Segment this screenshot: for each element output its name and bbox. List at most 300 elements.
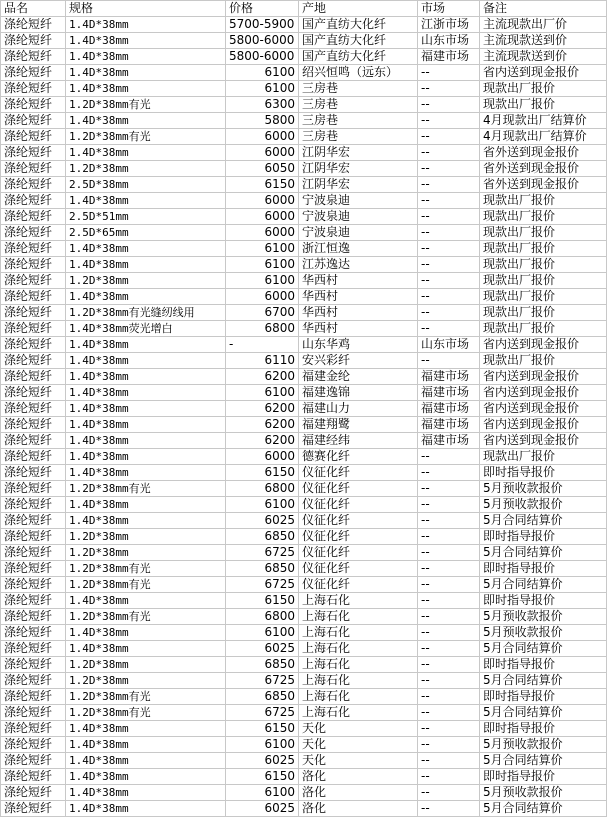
cell-note[interactable]: 即时指导报价 bbox=[480, 721, 607, 737]
cell-name[interactable]: 涤纶短纤 bbox=[1, 193, 66, 209]
cell-origin[interactable]: 国产直纺大化纤 bbox=[299, 49, 418, 65]
cell-market[interactable]: -- bbox=[418, 241, 480, 257]
cell-origin[interactable]: 仪征化纤 bbox=[299, 577, 418, 593]
cell-spec[interactable]: 1.2D*38mm有光缝纫线用 bbox=[66, 305, 226, 321]
cell-origin[interactable]: 天化 bbox=[299, 737, 418, 753]
cell-name[interactable]: 涤纶短纤 bbox=[1, 433, 66, 449]
cell-market[interactable]: -- bbox=[418, 65, 480, 81]
cell-origin[interactable]: 仪征化纤 bbox=[299, 513, 418, 529]
cell-spec[interactable]: 1.2D*38mm有光 bbox=[66, 129, 226, 145]
cell-note[interactable]: 即时指导报价 bbox=[480, 529, 607, 545]
cell-spec[interactable]: 1.4D*38mm bbox=[66, 113, 226, 129]
cell-market[interactable]: 山东市场 bbox=[418, 337, 480, 353]
cell-origin[interactable]: 三房巷 bbox=[299, 97, 418, 113]
cell-market[interactable]: -- bbox=[418, 225, 480, 241]
cell-name[interactable]: 涤纶短纤 bbox=[1, 609, 66, 625]
cell-origin[interactable]: 宁波泉迪 bbox=[299, 225, 418, 241]
cell-note[interactable]: 省内送到现金报价 bbox=[480, 369, 607, 385]
cell-spec[interactable]: 1.4D*38mm bbox=[66, 17, 226, 33]
cell-origin[interactable]: 上海石化 bbox=[299, 641, 418, 657]
cell-price[interactable]: 6100 bbox=[226, 273, 299, 289]
cell-price[interactable]: 6725 bbox=[226, 545, 299, 561]
cell-name[interactable]: 涤纶短纤 bbox=[1, 369, 66, 385]
cell-spec[interactable]: 1.2D*38mm有光 bbox=[66, 577, 226, 593]
cell-name[interactable]: 涤纶短纤 bbox=[1, 321, 66, 337]
cell-name[interactable]: 涤纶短纤 bbox=[1, 737, 66, 753]
cell-origin[interactable]: 山东华鸡 bbox=[299, 337, 418, 353]
cell-price[interactable]: 6100 bbox=[226, 65, 299, 81]
cell-spec[interactable]: 1.4D*38mm bbox=[66, 641, 226, 657]
cell-origin[interactable]: 仪征化纤 bbox=[299, 497, 418, 513]
cell-market[interactable]: -- bbox=[418, 353, 480, 369]
cell-origin[interactable]: 浙江恒逸 bbox=[299, 241, 418, 257]
cell-price[interactable]: - bbox=[226, 337, 299, 353]
cell-price[interactable]: 6025 bbox=[226, 641, 299, 657]
cell-spec[interactable]: 1.4D*38mm bbox=[66, 433, 226, 449]
cell-name[interactable]: 涤纶短纤 bbox=[1, 145, 66, 161]
cell-price[interactable]: 6150 bbox=[226, 593, 299, 609]
cell-note[interactable]: 5月合同结算价 bbox=[480, 641, 607, 657]
cell-spec[interactable]: 1.2D*38mm有光 bbox=[66, 609, 226, 625]
cell-spec[interactable]: 1.4D*38mm bbox=[66, 289, 226, 305]
cell-spec[interactable]: 1.4D*38mm bbox=[66, 593, 226, 609]
cell-spec[interactable]: 1.2D*38mm bbox=[66, 273, 226, 289]
cell-price[interactable]: 6200 bbox=[226, 401, 299, 417]
cell-price[interactable]: 6725 bbox=[226, 705, 299, 721]
cell-origin[interactable]: 江阴华宏 bbox=[299, 161, 418, 177]
cell-spec[interactable]: 1.4D*38mm bbox=[66, 353, 226, 369]
cell-price[interactable]: 6850 bbox=[226, 529, 299, 545]
cell-market[interactable]: -- bbox=[418, 305, 480, 321]
cell-spec[interactable]: 1.4D*38mm bbox=[66, 769, 226, 785]
cell-name[interactable]: 涤纶短纤 bbox=[1, 417, 66, 433]
header-cell-origin[interactable]: 产地 bbox=[299, 1, 418, 17]
cell-spec[interactable]: 1.4D*38mm bbox=[66, 753, 226, 769]
cell-name[interactable]: 涤纶短纤 bbox=[1, 593, 66, 609]
cell-spec[interactable]: 1.4D*38mm bbox=[66, 49, 226, 65]
cell-spec[interactable]: 1.4D*38mm bbox=[66, 417, 226, 433]
cell-price[interactable]: 6050 bbox=[226, 161, 299, 177]
cell-market[interactable]: 福建市场 bbox=[418, 417, 480, 433]
cell-price[interactable]: 6725 bbox=[226, 673, 299, 689]
cell-market[interactable]: -- bbox=[418, 81, 480, 97]
cell-spec[interactable]: 1.4D*38mm bbox=[66, 385, 226, 401]
cell-spec[interactable]: 2.5D*65mm bbox=[66, 225, 226, 241]
cell-note[interactable]: 5月预收款报价 bbox=[480, 497, 607, 513]
cell-spec[interactable]: 1.4D*38mm bbox=[66, 497, 226, 513]
cell-spec[interactable]: 1.4D*38mm荧光增白 bbox=[66, 321, 226, 337]
cell-origin[interactable]: 三房巷 bbox=[299, 81, 418, 97]
cell-origin[interactable]: 江苏逸达 bbox=[299, 257, 418, 273]
cell-note[interactable]: 现款出厂报价 bbox=[480, 97, 607, 113]
cell-market[interactable]: -- bbox=[418, 289, 480, 305]
cell-market[interactable]: 福建市场 bbox=[418, 385, 480, 401]
cell-price[interactable]: 6850 bbox=[226, 689, 299, 705]
cell-name[interactable]: 涤纶短纤 bbox=[1, 785, 66, 801]
cell-note[interactable]: 5月合同结算价 bbox=[480, 513, 607, 529]
cell-note[interactable]: 主流现款出厂价 bbox=[480, 17, 607, 33]
cell-origin[interactable]: 华西村 bbox=[299, 305, 418, 321]
cell-origin[interactable]: 江阴华宏 bbox=[299, 177, 418, 193]
cell-origin[interactable]: 国产直纺大化纤 bbox=[299, 33, 418, 49]
cell-origin[interactable]: 仪征化纤 bbox=[299, 529, 418, 545]
cell-origin[interactable]: 华西村 bbox=[299, 273, 418, 289]
cell-note[interactable]: 5月合同结算价 bbox=[480, 577, 607, 593]
cell-market[interactable]: -- bbox=[418, 449, 480, 465]
cell-name[interactable]: 涤纶短纤 bbox=[1, 33, 66, 49]
cell-name[interactable]: 涤纶短纤 bbox=[1, 257, 66, 273]
cell-name[interactable]: 涤纶短纤 bbox=[1, 449, 66, 465]
cell-market[interactable]: 江浙市场 bbox=[418, 17, 480, 33]
cell-market[interactable]: -- bbox=[418, 801, 480, 817]
cell-note[interactable]: 省外送到现金报价 bbox=[480, 145, 607, 161]
cell-price[interactable]: 6300 bbox=[226, 97, 299, 113]
cell-name[interactable]: 涤纶短纤 bbox=[1, 513, 66, 529]
cell-price[interactable]: 6725 bbox=[226, 577, 299, 593]
cell-note[interactable]: 现款出厂报价 bbox=[480, 257, 607, 273]
cell-price[interactable]: 6000 bbox=[226, 449, 299, 465]
cell-name[interactable]: 涤纶短纤 bbox=[1, 657, 66, 673]
cell-origin[interactable]: 福建金纶 bbox=[299, 369, 418, 385]
cell-note[interactable]: 即时指导报价 bbox=[480, 657, 607, 673]
cell-origin[interactable]: 三房巷 bbox=[299, 113, 418, 129]
cell-price[interactable]: 5700-5900 bbox=[226, 17, 299, 33]
cell-note[interactable]: 现款出厂报价 bbox=[480, 353, 607, 369]
cell-origin[interactable]: 洛化 bbox=[299, 785, 418, 801]
cell-market[interactable]: -- bbox=[418, 721, 480, 737]
cell-market[interactable]: -- bbox=[418, 689, 480, 705]
cell-market[interactable]: -- bbox=[418, 257, 480, 273]
cell-price[interactable]: 6850 bbox=[226, 561, 299, 577]
cell-spec[interactable]: 1.4D*38mm bbox=[66, 401, 226, 417]
cell-name[interactable]: 涤纶短纤 bbox=[1, 529, 66, 545]
cell-price[interactable]: 5800-6000 bbox=[226, 49, 299, 65]
cell-name[interactable]: 涤纶短纤 bbox=[1, 305, 66, 321]
cell-note[interactable]: 5月合同结算价 bbox=[480, 753, 607, 769]
cell-market[interactable]: -- bbox=[418, 753, 480, 769]
cell-price[interactable]: 6800 bbox=[226, 321, 299, 337]
cell-price[interactable]: 6000 bbox=[226, 225, 299, 241]
cell-note[interactable]: 现款出厂报价 bbox=[480, 305, 607, 321]
cell-market[interactable]: 福建市场 bbox=[418, 433, 480, 449]
cell-spec[interactable]: 1.2D*38mm有光 bbox=[66, 689, 226, 705]
cell-market[interactable]: -- bbox=[418, 657, 480, 673]
cell-price[interactable]: 6700 bbox=[226, 305, 299, 321]
cell-market[interactable]: -- bbox=[418, 209, 480, 225]
cell-price[interactable]: 6025 bbox=[226, 513, 299, 529]
cell-origin[interactable]: 德赛化纤 bbox=[299, 449, 418, 465]
cell-price[interactable]: 6100 bbox=[226, 737, 299, 753]
cell-name[interactable]: 涤纶短纤 bbox=[1, 113, 66, 129]
cell-origin[interactable]: 三房巷 bbox=[299, 129, 418, 145]
cell-origin[interactable]: 国产直纺大化纤 bbox=[299, 17, 418, 33]
cell-note[interactable]: 现款出厂报价 bbox=[480, 273, 607, 289]
cell-name[interactable]: 涤纶短纤 bbox=[1, 289, 66, 305]
cell-market[interactable]: -- bbox=[418, 641, 480, 657]
cell-name[interactable]: 涤纶短纤 bbox=[1, 577, 66, 593]
cell-note[interactable]: 省外送到现金报价 bbox=[480, 161, 607, 177]
cell-spec[interactable]: 1.2D*38mm有光 bbox=[66, 97, 226, 113]
cell-price[interactable]: 6000 bbox=[226, 129, 299, 145]
cell-note[interactable]: 省内送到现金报价 bbox=[480, 385, 607, 401]
cell-spec[interactable]: 1.4D*38mm bbox=[66, 465, 226, 481]
cell-origin[interactable]: 上海石化 bbox=[299, 625, 418, 641]
cell-name[interactable]: 涤纶短纤 bbox=[1, 129, 66, 145]
cell-price[interactable]: 5800-6000 bbox=[226, 33, 299, 49]
cell-price[interactable]: 6100 bbox=[226, 785, 299, 801]
cell-spec[interactable]: 1.4D*38mm bbox=[66, 785, 226, 801]
cell-price[interactable]: 6200 bbox=[226, 369, 299, 385]
cell-price[interactable]: 6800 bbox=[226, 481, 299, 497]
cell-spec[interactable]: 1.4D*38mm bbox=[66, 449, 226, 465]
cell-market[interactable]: -- bbox=[418, 513, 480, 529]
cell-name[interactable]: 涤纶短纤 bbox=[1, 81, 66, 97]
cell-market[interactable]: -- bbox=[418, 577, 480, 593]
cell-market[interactable]: -- bbox=[418, 273, 480, 289]
cell-price[interactable]: 6000 bbox=[226, 145, 299, 161]
cell-note[interactable]: 现款出厂报价 bbox=[480, 321, 607, 337]
cell-name[interactable]: 涤纶短纤 bbox=[1, 625, 66, 641]
cell-spec[interactable]: 1.2D*38mm有光 bbox=[66, 705, 226, 721]
cell-name[interactable]: 涤纶短纤 bbox=[1, 721, 66, 737]
cell-price[interactable]: 6100 bbox=[226, 385, 299, 401]
cell-spec[interactable]: 1.4D*38mm bbox=[66, 241, 226, 257]
cell-market[interactable]: -- bbox=[418, 481, 480, 497]
cell-spec[interactable]: 1.4D*38mm bbox=[66, 33, 226, 49]
cell-spec[interactable]: 1.2D*38mm有光 bbox=[66, 481, 226, 497]
cell-price[interactable]: 6850 bbox=[226, 657, 299, 673]
cell-origin[interactable]: 天化 bbox=[299, 721, 418, 737]
cell-origin[interactable]: 华西村 bbox=[299, 289, 418, 305]
cell-spec[interactable]: 2.5D*51mm bbox=[66, 209, 226, 225]
cell-note[interactable]: 5月合同结算价 bbox=[480, 801, 607, 817]
header-cell-market[interactable]: 市场 bbox=[418, 1, 480, 17]
cell-note[interactable]: 现款出厂报价 bbox=[480, 289, 607, 305]
cell-spec[interactable]: 1.4D*38mm bbox=[66, 513, 226, 529]
cell-spec[interactable]: 1.4D*38mm bbox=[66, 193, 226, 209]
cell-price[interactable]: 6150 bbox=[226, 769, 299, 785]
cell-origin[interactable]: 天化 bbox=[299, 753, 418, 769]
cell-name[interactable]: 涤纶短纤 bbox=[1, 337, 66, 353]
cell-name[interactable]: 涤纶短纤 bbox=[1, 753, 66, 769]
cell-origin[interactable]: 福建山力 bbox=[299, 401, 418, 417]
cell-price[interactable]: 6100 bbox=[226, 81, 299, 97]
cell-note[interactable]: 即时指导报价 bbox=[480, 593, 607, 609]
cell-market[interactable]: -- bbox=[418, 465, 480, 481]
cell-price[interactable]: 6150 bbox=[226, 721, 299, 737]
cell-market[interactable]: -- bbox=[418, 113, 480, 129]
cell-name[interactable]: 涤纶短纤 bbox=[1, 401, 66, 417]
cell-note[interactable]: 现款出厂报价 bbox=[480, 209, 607, 225]
header-cell-name[interactable]: 品名 bbox=[1, 1, 66, 17]
cell-note[interactable]: 省内送到现金报价 bbox=[480, 401, 607, 417]
cell-market[interactable]: -- bbox=[418, 705, 480, 721]
cell-name[interactable]: 涤纶短纤 bbox=[1, 241, 66, 257]
cell-origin[interactable]: 绍兴恒鸣（远东） bbox=[299, 65, 418, 81]
cell-spec[interactable]: 1.2D*38mm bbox=[66, 529, 226, 545]
cell-name[interactable]: 涤纶短纤 bbox=[1, 561, 66, 577]
cell-note[interactable]: 5月预收款报价 bbox=[480, 737, 607, 753]
cell-name[interactable]: 涤纶短纤 bbox=[1, 97, 66, 113]
cell-market[interactable]: -- bbox=[418, 545, 480, 561]
cell-origin[interactable]: 安兴彩纤 bbox=[299, 353, 418, 369]
cell-origin[interactable]: 宁波泉迪 bbox=[299, 193, 418, 209]
cell-spec[interactable]: 1.2D*38mm bbox=[66, 657, 226, 673]
cell-note[interactable]: 4月现款出厂结算价 bbox=[480, 113, 607, 129]
cell-price[interactable]: 6100 bbox=[226, 497, 299, 513]
cell-market[interactable]: -- bbox=[418, 785, 480, 801]
cell-market[interactable]: -- bbox=[418, 609, 480, 625]
cell-note[interactable]: 省内送到现金报价 bbox=[480, 433, 607, 449]
cell-market[interactable]: -- bbox=[418, 321, 480, 337]
cell-price[interactable]: 6100 bbox=[226, 241, 299, 257]
cell-name[interactable]: 涤纶短纤 bbox=[1, 705, 66, 721]
cell-market[interactable]: -- bbox=[418, 625, 480, 641]
cell-name[interactable]: 涤纶短纤 bbox=[1, 481, 66, 497]
header-cell-note[interactable]: 备注 bbox=[480, 1, 607, 17]
cell-origin[interactable]: 上海石化 bbox=[299, 705, 418, 721]
cell-market[interactable]: 山东市场 bbox=[418, 33, 480, 49]
cell-spec[interactable]: 1.4D*38mm bbox=[66, 337, 226, 353]
cell-price[interactable]: 5800 bbox=[226, 113, 299, 129]
cell-name[interactable]: 涤纶短纤 bbox=[1, 689, 66, 705]
cell-name[interactable]: 涤纶短纤 bbox=[1, 161, 66, 177]
cell-name[interactable]: 涤纶短纤 bbox=[1, 673, 66, 689]
cell-name[interactable]: 涤纶短纤 bbox=[1, 225, 66, 241]
cell-name[interactable]: 涤纶短纤 bbox=[1, 209, 66, 225]
cell-spec[interactable]: 2.5D*38mm bbox=[66, 177, 226, 193]
cell-origin[interactable]: 上海石化 bbox=[299, 593, 418, 609]
cell-note[interactable]: 省外送到现金报价 bbox=[480, 177, 607, 193]
cell-note[interactable]: 即时指导报价 bbox=[480, 465, 607, 481]
cell-note[interactable]: 主流现款送到价 bbox=[480, 49, 607, 65]
cell-market[interactable]: -- bbox=[418, 145, 480, 161]
cell-note[interactable]: 5月预收款报价 bbox=[480, 481, 607, 497]
cell-market[interactable]: -- bbox=[418, 673, 480, 689]
cell-market[interactable]: -- bbox=[418, 129, 480, 145]
cell-note[interactable]: 现款出厂报价 bbox=[480, 225, 607, 241]
cell-price[interactable]: 6200 bbox=[226, 433, 299, 449]
cell-spec[interactable]: 1.4D*38mm bbox=[66, 81, 226, 97]
cell-origin[interactable]: 仪征化纤 bbox=[299, 545, 418, 561]
cell-name[interactable]: 涤纶短纤 bbox=[1, 273, 66, 289]
cell-market[interactable]: -- bbox=[418, 529, 480, 545]
cell-price[interactable]: 6000 bbox=[226, 289, 299, 305]
cell-price[interactable]: 6025 bbox=[226, 753, 299, 769]
cell-spec[interactable]: 1.4D*38mm bbox=[66, 145, 226, 161]
cell-origin[interactable]: 上海石化 bbox=[299, 609, 418, 625]
cell-price[interactable]: 6200 bbox=[226, 417, 299, 433]
cell-price[interactable]: 6150 bbox=[226, 465, 299, 481]
cell-name[interactable]: 涤纶短纤 bbox=[1, 769, 66, 785]
cell-note[interactable]: 现款出厂报价 bbox=[480, 449, 607, 465]
cell-origin[interactable]: 江阴华宏 bbox=[299, 145, 418, 161]
cell-name[interactable]: 涤纶短纤 bbox=[1, 65, 66, 81]
cell-note[interactable]: 即时指导报价 bbox=[480, 561, 607, 577]
cell-origin[interactable]: 福建逸锦 bbox=[299, 385, 418, 401]
cell-name[interactable]: 涤纶短纤 bbox=[1, 545, 66, 561]
cell-note[interactable]: 5月预收款报价 bbox=[480, 609, 607, 625]
cell-note[interactable]: 省内送到现金报价 bbox=[480, 417, 607, 433]
cell-price[interactable]: 6150 bbox=[226, 177, 299, 193]
cell-market[interactable]: -- bbox=[418, 737, 480, 753]
cell-name[interactable]: 涤纶短纤 bbox=[1, 641, 66, 657]
cell-note[interactable]: 即时指导报价 bbox=[480, 769, 607, 785]
cell-note[interactable]: 5月预收款报价 bbox=[480, 625, 607, 641]
cell-market[interactable]: 福建市场 bbox=[418, 401, 480, 417]
cell-spec[interactable]: 1.2D*38mm bbox=[66, 673, 226, 689]
cell-note[interactable]: 5月合同结算价 bbox=[480, 705, 607, 721]
cell-market[interactable]: 福建市场 bbox=[418, 369, 480, 385]
cell-name[interactable]: 涤纶短纤 bbox=[1, 49, 66, 65]
cell-market[interactable]: -- bbox=[418, 161, 480, 177]
cell-market[interactable]: -- bbox=[418, 593, 480, 609]
cell-name[interactable]: 涤纶短纤 bbox=[1, 801, 66, 817]
cell-origin[interactable]: 洛化 bbox=[299, 769, 418, 785]
cell-market[interactable]: -- bbox=[418, 561, 480, 577]
cell-origin[interactable]: 仪征化纤 bbox=[299, 465, 418, 481]
cell-note[interactable]: 5月合同结算价 bbox=[480, 673, 607, 689]
cell-spec[interactable]: 1.4D*38mm bbox=[66, 369, 226, 385]
cell-spec[interactable]: 1.4D*38mm bbox=[66, 801, 226, 817]
cell-market[interactable]: 福建市场 bbox=[418, 49, 480, 65]
cell-market[interactable]: -- bbox=[418, 193, 480, 209]
cell-origin[interactable]: 华西村 bbox=[299, 321, 418, 337]
cell-market[interactable]: -- bbox=[418, 97, 480, 113]
cell-note[interactable]: 现款出厂报价 bbox=[480, 241, 607, 257]
cell-origin[interactable]: 仪征化纤 bbox=[299, 481, 418, 497]
cell-origin[interactable]: 福建经纬 bbox=[299, 433, 418, 449]
cell-origin[interactable]: 上海石化 bbox=[299, 673, 418, 689]
cell-price[interactable]: 6100 bbox=[226, 625, 299, 641]
cell-price[interactable]: 6000 bbox=[226, 193, 299, 209]
cell-note[interactable]: 5月预收款报价 bbox=[480, 785, 607, 801]
cell-origin[interactable]: 福建翔鹭 bbox=[299, 417, 418, 433]
cell-market[interactable]: -- bbox=[418, 769, 480, 785]
cell-name[interactable]: 涤纶短纤 bbox=[1, 353, 66, 369]
cell-market[interactable]: -- bbox=[418, 497, 480, 513]
cell-spec[interactable]: 1.4D*38mm bbox=[66, 721, 226, 737]
cell-origin[interactable]: 上海石化 bbox=[299, 689, 418, 705]
cell-name[interactable]: 涤纶短纤 bbox=[1, 17, 66, 33]
cell-note[interactable]: 省内送到现金报价 bbox=[480, 65, 607, 81]
cell-origin[interactable]: 宁波泉迪 bbox=[299, 209, 418, 225]
cell-price[interactable]: 6000 bbox=[226, 209, 299, 225]
cell-name[interactable]: 涤纶短纤 bbox=[1, 177, 66, 193]
cell-spec[interactable]: 1.2D*38mm有光 bbox=[66, 561, 226, 577]
cell-note[interactable]: 现款出厂报价 bbox=[480, 193, 607, 209]
cell-note[interactable]: 现款出厂报价 bbox=[480, 81, 607, 97]
cell-origin[interactable]: 仪征化纤 bbox=[299, 561, 418, 577]
cell-note[interactable]: 主流现款送到价 bbox=[480, 33, 607, 49]
cell-price[interactable]: 6100 bbox=[226, 257, 299, 273]
cell-spec[interactable]: 1.4D*38mm bbox=[66, 737, 226, 753]
cell-note[interactable]: 4月现款出厂结算价 bbox=[480, 129, 607, 145]
cell-spec[interactable]: 1.2D*38mm bbox=[66, 545, 226, 561]
cell-spec[interactable]: 1.2D*38mm bbox=[66, 161, 226, 177]
cell-name[interactable]: 涤纶短纤 bbox=[1, 497, 66, 513]
cell-spec[interactable]: 1.4D*38mm bbox=[66, 625, 226, 641]
cell-market[interactable]: -- bbox=[418, 177, 480, 193]
header-cell-price[interactable]: 价格 bbox=[226, 1, 299, 17]
cell-price[interactable]: 6110 bbox=[226, 353, 299, 369]
cell-note[interactable]: 省内送到现金报价 bbox=[480, 337, 607, 353]
cell-name[interactable]: 涤纶短纤 bbox=[1, 385, 66, 401]
cell-origin[interactable]: 上海石化 bbox=[299, 657, 418, 673]
cell-price[interactable]: 6800 bbox=[226, 609, 299, 625]
header-cell-spec[interactable]: 规格 bbox=[66, 1, 226, 17]
cell-spec[interactable]: 1.4D*38mm bbox=[66, 257, 226, 273]
